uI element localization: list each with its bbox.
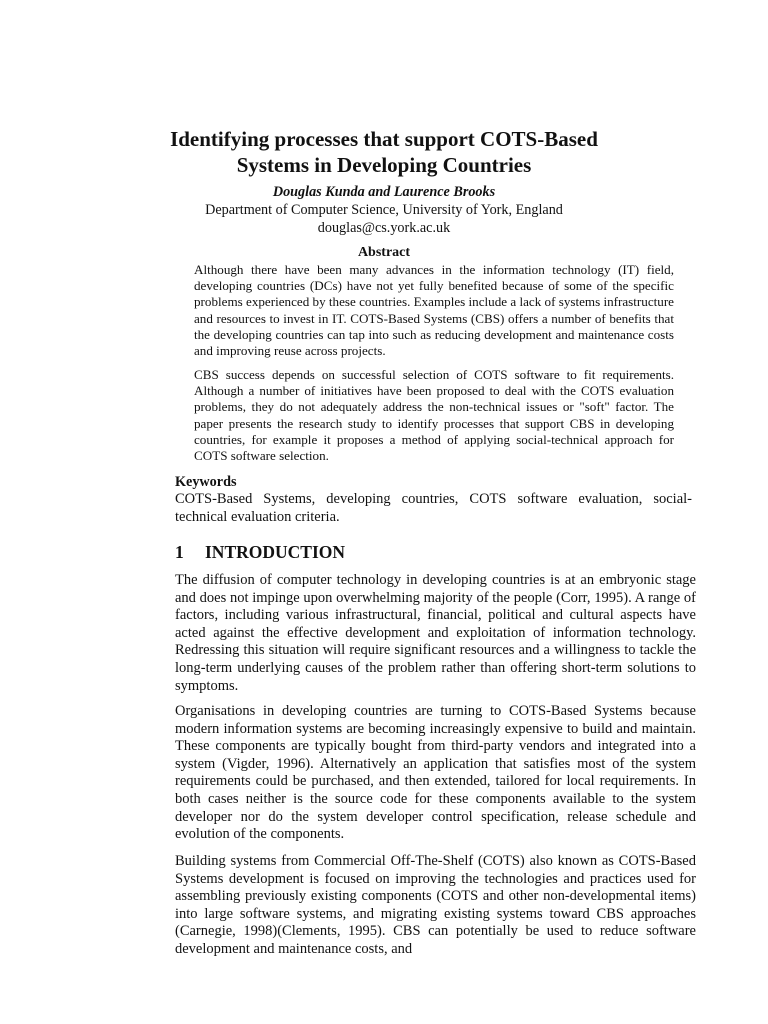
keywords-heading: Keywords (175, 474, 237, 490)
keywords-text: COTS-Based Systems, developing countries, COTS software evaluation, social-technical evaluation criteria. (175, 491, 692, 526)
section-heading-introduction (175, 541, 345, 563)
author-email: douglas@cs.york.ac.uk (317, 220, 451, 236)
intro-paragraph-1: The diffusion of computer technology in developing countries is at an embryonic stage and does not impinge upon overwhelming majority of the people (Corr, 1995). A range of factors, including various infrastructural, financial, political and cultural aspects have acted against the effective development and exploitation of information technology. Redressing this situation will require significant resources and a willingness to tackle the long-term underlying causes of the problem rather than offering short-term solutions to symptoms. (175, 572, 696, 694)
intro-paragraph-2: Organisations in developing countries are turning to COTS-Based Systems because modern information systems are becoming increasingly expensive to build and maintain. These components are typically bought from third-party vendors and integrated into a system (Vigder, 1996). Alternatively an application that satisfies most of the system requirements could be purchased, and then extended, tailored for local requirements. In both cases neither is the source code for these components available to the system developer nor do the system developer control specification, release schedule and evolution of the components. (175, 703, 696, 843)
paper-affiliation: Department of Computer Science, University of York, England (205, 202, 563, 218)
abstract-paragraph-1: Although there have been many advances in the information technology (IT) field, developing countries (DCs) have not yet fully benefited because of some of the specific problems experienced by these countries. Examples include a lack of systems infrastructure and resources to invest in IT. COTS-Based Systems (CBS) offers a number of benefits that the developing countries can tap into such as reducing development and maintenance costs and improving reuse across projects. (194, 262, 674, 359)
paper-authors: Douglas Kunda and Laurence Brooks (272, 184, 496, 200)
paper-title: Identifying processes that support COTS-Based Systems in Developing Countries (170, 127, 598, 177)
intro-paragraph-3: Building systems from Commercial Off-The-Shelf (COTS) also known as COTS-Based Systems development is focused on improving the technologies and practices used for assembling previously existing components (COTS and other non-developmental items) into large software systems, and migrating existing systems toward CBS approaches (Carnegie, 1998)(Clements, 1995). CBS can potentially be used to reduce software development and maintenance costs, and (175, 853, 696, 957)
abstract-paragraph-2: CBS success depends on successful selection of COTS software to fit requirements. Although a number of initiatives have been proposed to deal with the COTS evaluation problems, they do not adequately address the non-technical issues or "soft" factor. The paper presents the research study to identify processes that support CBS in developing countries, for example it proposes a method of applying social-technical approach for COTS software selection. (194, 367, 674, 464)
section-title: INTRODUCTION (205, 542, 346, 562)
abstract-heading: Abstract (357, 245, 411, 260)
section-number: 1 (175, 542, 184, 562)
